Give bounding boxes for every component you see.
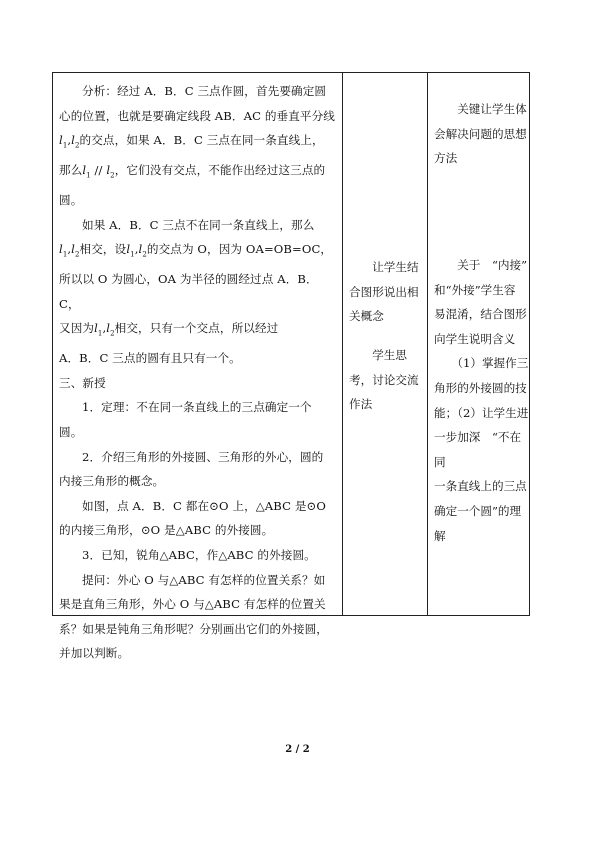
- content-column: [53, 73, 343, 661]
- analysis-line: A．B．C 三点的圆有且只有一个。: [59, 351, 241, 366]
- analysis-line: $l_1,l_2$相交，设$l_1,l_2$的交点为 O，因为 OA=OB=OC，: [59, 242, 333, 259]
- design-note-2: 关于 “内接” 和“外接”学生容 易混淆，结合图形 向学生说明含义 （1）掌握作三 角形的外接圆的技 能；（2）让学生进 一步加深 “不在同 一条直线上的三点 确定一个圆”的理 解: [434, 258, 529, 543]
- student-activity-2: 学生思 考，讨论交流 作法: [349, 348, 419, 412]
- design-notes-column: [428, 73, 529, 615]
- analysis-line: 圆。: [59, 193, 83, 207]
- question-line: 并加以判断。: [59, 646, 130, 661]
- concept-line: 2．介绍三角形的外接圆、三角形的外心，圆的: [82, 449, 324, 464]
- line-l1: $l_1$: [82, 163, 91, 180]
- analysis-line: 又因为$l_1,l_2$相交，只有一个交点，所以经过: [59, 321, 279, 338]
- content-text: [59, 79, 337, 666]
- page-number: 2 / 2: [285, 744, 310, 755]
- student-activity-column: [343, 73, 428, 615]
- line-l1: $l_1$: [59, 133, 68, 150]
- question-line: 果是直角三角形，外心 O 与△ABC 有怎样的位置关: [59, 597, 326, 612]
- section-heading: 三、新授: [59, 375, 106, 390]
- concept-line: 内接三角形的概念。: [59, 474, 165, 489]
- line-l2: $l_2$: [106, 163, 115, 180]
- student-activity-1: 让学生结 合图形说出相 关概念: [349, 260, 419, 324]
- analysis-line: 所以以 O 为圆心，OA 为半径的圆经过点 A．B．C，: [59, 272, 318, 311]
- analysis-line: 如果 A．B．C 三点不在同一条直线上，那么: [82, 217, 315, 232]
- theorem-line: 圆。: [59, 424, 83, 439]
- analysis-line: $l_1,l_2$的交点，如果 A．B．C 三点在同一条直线上，: [59, 133, 324, 150]
- lesson-table: [52, 72, 530, 661]
- theorem-line: 1．定理：不在同一条直线上的三点确定一个: [82, 400, 312, 415]
- analysis-line: 那么$l_1 // l_2$，它们没有交点，不能作出经过这三点的: [59, 163, 326, 180]
- design-note-1: 关键让学生体 会解决问题的思想 方法: [434, 102, 527, 166]
- example-line: 如图，点 A．B．C 都在⊙O 上，△ABC 是⊙O: [82, 498, 326, 513]
- analysis-line: 分析：经过 A．B．C 三点作圆，首先要确定圆: [82, 84, 327, 98]
- question-line: 系？如果是钝角三角形呢？分别画出它们的外接圆，: [59, 621, 328, 636]
- question-line: 提问：外心 O 与△ABC 有怎样的位置关系？如: [82, 572, 326, 587]
- line-l2: $l_2$: [71, 133, 80, 150]
- example-line: 的内接三角形，⊙O 是△ABC 的外接圆。: [59, 523, 274, 538]
- analysis-line: 心的位置，也就是要确定线段 AB．AC 的垂直平分线: [59, 108, 335, 123]
- exercise-line: 3．已知，锐角△ABC，作△ABC 的外接圆。: [82, 547, 316, 562]
